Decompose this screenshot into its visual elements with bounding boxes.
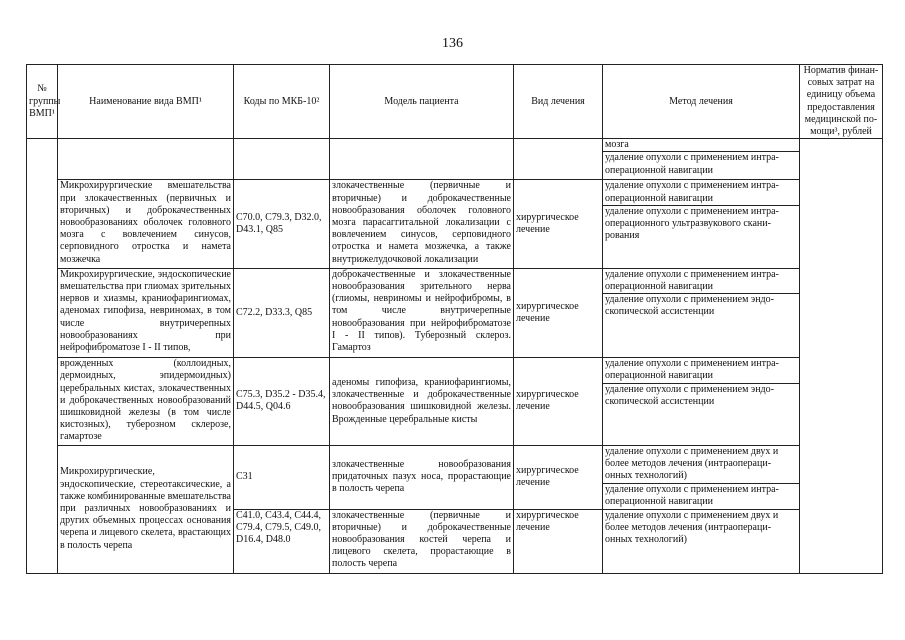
name-cell: Микрохирургические, эндоскопические вмешательства при глиомах зрительных нервов и хиазмы, краниофарингиомах, аденомах гипофиза, невриномах, в том числе внутричерепных новообразованиях при нейрофиброматозе I - II типов, <box>58 268 234 357</box>
codes-cell: C31 <box>234 445 330 509</box>
model-cell: злокачественные (первичные и вторичные) и доброкачественные новообразования оболочек головного мозга парасаггитальной локализации с вовлечением синусов, серповидного отростка и намета мозжечка, а также внутрижелудочковой локализации <box>330 180 514 268</box>
method-cell: удаление опухоли с применением эндо- скопической ассистенции <box>603 294 800 358</box>
table-row <box>27 358 883 383</box>
method-cell: удаление опухоли с применением интра- операционной навигации <box>603 152 800 180</box>
method-cell: удаление опухоли с применением двух и более методов лечения (интраопераци- онных технологий) <box>603 445 800 483</box>
treatment-cell: хирургическое лечение <box>514 180 603 268</box>
model-cell: аденомы гипофиза, краниофарингиомы, злокачественные и доброкачественные новообразования шишковидной железы. Врожденные церебральные кисты <box>330 358 514 445</box>
codes-cell: C72.2, D33.3, Q85 <box>234 268 330 357</box>
method-cell: удаление опухоли с применением интра- операционного ультразвукового скани- рования <box>603 205 800 268</box>
codes-cell: C75.3, D35.2 - D35.4, D44.5, Q04.6 <box>234 358 330 445</box>
method-cell: удаление опухоли с применением двух и более методов лечения (интраопераци- онных технологий) <box>603 509 800 573</box>
group-cell <box>27 139 58 573</box>
table-row <box>27 139 883 152</box>
name-cell: Микрохирургические, эндоскопические, стереотаксические, а также комбинированные вмешательства при различных новообразованиях и других объемных процессах основания черепа и лицевого скелета, врастающих в полость черепа <box>58 445 234 573</box>
table-row <box>27 445 883 483</box>
model-cell: злокачественные новообразования придаточных пазух носа, прорастающие в полость черепа <box>330 445 514 509</box>
method-cell: удаление опухоли с применением интра- операционной навигации <box>603 358 800 383</box>
header-codes: Коды по МКБ-10² <box>234 65 330 139</box>
header-name: Наименование вида ВМП¹ <box>58 65 234 139</box>
name-cell <box>58 139 234 180</box>
header-treatment: Вид лечения <box>514 65 603 139</box>
method-cell: мозга <box>603 139 800 152</box>
page-number: 136 <box>442 36 463 51</box>
header-norm: Норматив финан- совых затрат на единицу объема предоставления медицинской по- мощи³, рублей <box>800 65 883 139</box>
codes-cell: C70.0, C79.3, D32.0, D43.1, Q85 <box>234 180 330 268</box>
header-method: Метод лечения <box>603 65 800 139</box>
treatment-cell <box>514 139 603 180</box>
model-cell: доброкачественные и злокачественные новообразования зрительного нерва (глиомы, невриномы и нейрофибромы, в том числе внутричерепные новообразования при нейрофиброматозе I - II типов). Туберозный склероз. Гамартоз <box>330 268 514 357</box>
codes-cell <box>234 139 330 180</box>
treatment-cell: хирургическое лечение <box>514 358 603 445</box>
treatment-cell: хирургическое лечение <box>514 509 603 573</box>
name-cell: Микрохирургические вмешательства при злокачественных (первичных и вторичных) и доброкачественных новообразованиях оболочек головного мозга с вовлечением синусов, серповидного отростка и намета мозжечка <box>58 180 234 268</box>
table-row <box>27 268 883 293</box>
name-cell: врожденных (коллоидных, дермоидных, эпидермоидных) церебральных кистах, злокачественных и доброкачественных новообразований шишковидной железы (в том числе кистозных), туберозном склерозе, гамартозе <box>58 358 234 445</box>
treatment-cell: хирургическое лечение <box>514 445 603 509</box>
method-cell: удаление опухоли с применением интра- операционной навигации <box>603 483 800 509</box>
treatment-cell: хирургическое лечение <box>514 268 603 357</box>
method-cell: удаление опухоли с применением интра- операционной навигации <box>603 180 800 205</box>
model-cell: злокачественные (первичные и вторичные) и доброкачественные новообразования костей черепа и лицевого скелета, прорастающие в полость черепа <box>330 509 514 573</box>
header-group: № группы ВМП¹ <box>27 65 58 139</box>
norm-cell <box>800 139 883 573</box>
method-cell: удаление опухоли с применением интра- операционной навигации <box>603 268 800 293</box>
model-cell <box>330 139 514 180</box>
table-row <box>27 180 883 205</box>
vmp-table <box>26 64 883 574</box>
codes-cell: C41.0, C43.4, C44.4, C79.4, C79.5, C49.0, D16.4, D48.0 <box>234 509 330 573</box>
header-model: Модель пациента <box>330 65 514 139</box>
header-row <box>27 65 883 139</box>
method-cell: удаление опухоли с применением эндо- скопической ассистенции <box>603 383 800 445</box>
